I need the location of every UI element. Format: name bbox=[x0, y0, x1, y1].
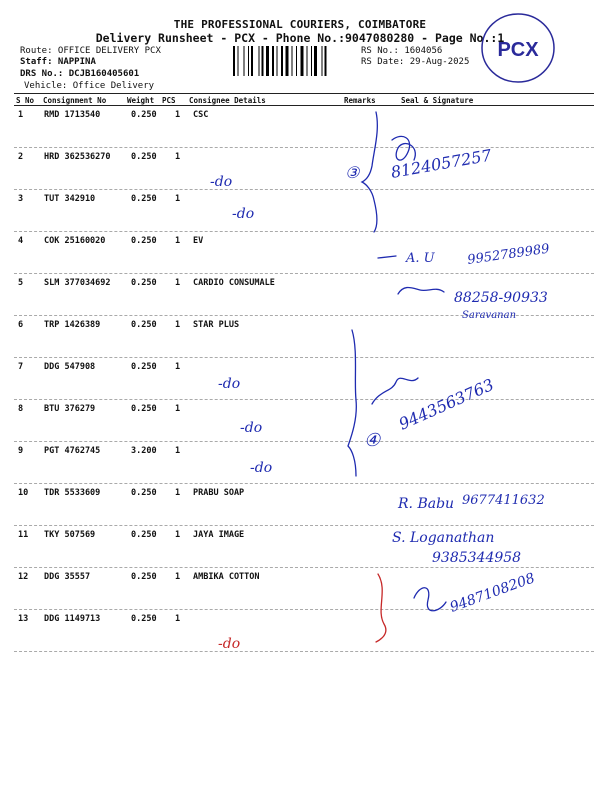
row-consignee: AMBIKA COTTON bbox=[193, 572, 260, 582]
row-consignee: EV bbox=[193, 236, 204, 246]
col-weight: Weight bbox=[127, 96, 155, 105]
phone-group-1: 8124057257 bbox=[389, 145, 493, 182]
row-consignee: CSC bbox=[193, 110, 209, 120]
barcode bbox=[233, 46, 353, 76]
row-pcs: 1 bbox=[175, 446, 181, 456]
ditto-row-8: -do bbox=[240, 420, 263, 436]
row-separator bbox=[14, 567, 594, 568]
row-sno: 3 bbox=[18, 194, 24, 204]
row-consignment-no: TKY 507569 bbox=[44, 530, 96, 540]
ditto-row-3: -do bbox=[232, 206, 255, 222]
row-separator bbox=[14, 399, 594, 400]
signature-group-2 bbox=[372, 378, 418, 404]
row-consignment-no: RMD 1713540 bbox=[44, 110, 101, 120]
col-pcs: PCS bbox=[162, 96, 176, 105]
phone-row-11: 9385344958 bbox=[432, 550, 522, 566]
company-name: THE PROFESSIONAL COURIERS, COIMBATORE bbox=[173, 18, 427, 31]
ditto-row-9: -do bbox=[250, 460, 273, 476]
row-pcs: 1 bbox=[175, 614, 181, 624]
route-text: Route: OFFICE DELIVERY PCX bbox=[20, 46, 161, 56]
row-consignment-no: TDR 5533609 bbox=[44, 488, 101, 498]
row-separator bbox=[14, 483, 594, 484]
row-weight: 0.250 bbox=[131, 236, 157, 246]
row-pcs: 1 bbox=[175, 194, 181, 204]
phone-group-2: 9443563763 bbox=[395, 374, 497, 434]
row-weight: 0.250 bbox=[131, 110, 157, 120]
dash-row-4 bbox=[378, 256, 396, 258]
row-separator bbox=[14, 273, 594, 274]
row-sno: 8 bbox=[18, 404, 24, 414]
row-pcs: 1 bbox=[175, 320, 181, 330]
row-weight: 0.250 bbox=[131, 572, 157, 582]
phone-row-4: 9952789989 bbox=[466, 241, 551, 268]
row-pcs: 1 bbox=[175, 362, 181, 372]
row-weight: 0.250 bbox=[131, 194, 157, 204]
ditto-row-7: -do bbox=[218, 376, 241, 392]
row-consignment-no: DDG 35557 bbox=[44, 572, 91, 582]
signature-row-5 bbox=[398, 288, 444, 295]
runsheet-title: Delivery Runsheet - PCX - Phone No.:9047080280 - Page No.:1 bbox=[95, 31, 505, 45]
row-pcs: 1 bbox=[175, 530, 181, 540]
row-consignment-no: DDG 1149713 bbox=[44, 614, 101, 624]
col-consignment: Consignment No bbox=[43, 96, 107, 105]
row-consignment-no: PGT 4762745 bbox=[44, 446, 101, 456]
row-consignment-no: SLM 377034692 bbox=[44, 278, 111, 288]
row-weight: 0.250 bbox=[131, 278, 157, 288]
row-consignment-no: HRD 362536270 bbox=[44, 152, 111, 162]
col-sno: S No bbox=[16, 96, 35, 105]
row-separator bbox=[14, 525, 594, 526]
row-separator bbox=[14, 651, 594, 652]
row-sno: 5 bbox=[18, 278, 24, 288]
row-pcs: 1 bbox=[175, 110, 181, 120]
row-separator bbox=[14, 147, 594, 148]
col-seal-signature: Seal & Signature bbox=[401, 96, 474, 105]
row-weight: 0.250 bbox=[131, 362, 157, 372]
row-consignment-no: TUT 342910 bbox=[44, 194, 96, 204]
row-weight: 0.250 bbox=[131, 320, 157, 330]
ditto-row-13: -do bbox=[218, 636, 241, 652]
brace-group-3 bbox=[376, 574, 386, 642]
row-pcs: 1 bbox=[175, 572, 181, 582]
row-consignment-no: TRP 1426389 bbox=[44, 320, 101, 330]
row-sno: 4 bbox=[18, 236, 24, 246]
phone-row-5: 88258-90933 bbox=[454, 290, 548, 306]
row-pcs: 1 bbox=[175, 152, 181, 162]
row-separator bbox=[14, 315, 594, 316]
row-pcs: 1 bbox=[175, 404, 181, 414]
row-consignee: CARDIO CONSUMALE bbox=[193, 278, 275, 288]
col-consignee: Consignee Details bbox=[189, 96, 266, 105]
row-weight: 0.250 bbox=[131, 404, 157, 414]
row-sno: 1 bbox=[18, 110, 24, 120]
drs-number: DRS No.: DCJB160405601 bbox=[20, 69, 140, 79]
row-sno: 13 bbox=[18, 614, 29, 624]
stamp-text: PCX bbox=[497, 39, 539, 61]
header-top-rule bbox=[14, 93, 594, 94]
ditto-row-2: -do bbox=[210, 174, 233, 190]
row-pcs: 1 bbox=[175, 488, 181, 498]
header-bottom-rule bbox=[14, 105, 594, 106]
row-consignment-no: DDG 547908 bbox=[44, 362, 96, 372]
row-weight: 0.250 bbox=[131, 614, 157, 624]
pcx-stamp bbox=[478, 10, 558, 86]
row-weight: 0.250 bbox=[131, 488, 157, 498]
name-row-4: A. U bbox=[406, 251, 435, 266]
rs-date: RS Date: 29-Aug-2025 bbox=[361, 57, 470, 67]
row-sno: 10 bbox=[18, 488, 29, 498]
row-weight: 0.250 bbox=[131, 152, 157, 162]
staff-text: Staff: NAPPINA bbox=[20, 57, 96, 67]
row-pcs: 1 bbox=[175, 236, 181, 246]
row-sno: 9 bbox=[18, 446, 24, 456]
row-separator bbox=[14, 231, 594, 232]
row-pcs: 1 bbox=[175, 278, 181, 288]
row-separator bbox=[14, 609, 594, 610]
row-weight: 3.200 bbox=[131, 446, 157, 456]
signature-row-12 bbox=[414, 588, 446, 611]
phone-row-10: 9677411632 bbox=[462, 493, 545, 508]
row-consignment-no: COK 25160020 bbox=[44, 236, 106, 246]
name-row-10: R. Babu bbox=[398, 496, 455, 512]
brace-group-2 bbox=[348, 330, 356, 476]
group-1-mark: ③ bbox=[345, 163, 360, 182]
brace-group-1 bbox=[362, 112, 377, 232]
col-remarks: Remarks bbox=[344, 96, 376, 105]
phone-row-12: 9487108208 bbox=[447, 570, 538, 616]
row-weight: 0.250 bbox=[131, 530, 157, 540]
name-row-11: S. Loganathan bbox=[392, 530, 495, 546]
row-sno: 7 bbox=[18, 362, 24, 372]
rs-number: RS No.: 1604056 bbox=[361, 46, 443, 56]
row-separator bbox=[14, 441, 594, 442]
row-sno: 6 bbox=[18, 320, 24, 330]
row-separator bbox=[14, 189, 594, 190]
row-sno: 11 bbox=[18, 530, 29, 540]
row-consignment-no: BTU 376279 bbox=[44, 404, 96, 414]
row-consignee: JAYA IMAGE bbox=[193, 530, 245, 540]
signature-group-1 bbox=[392, 136, 415, 160]
group-2-mark: ④ bbox=[364, 430, 381, 451]
row-consignee: STAR PLUS bbox=[193, 320, 240, 330]
row-separator bbox=[14, 357, 594, 358]
row-sno: 2 bbox=[18, 152, 24, 162]
row-sno: 12 bbox=[18, 572, 29, 582]
name-row-5: Saravanan bbox=[462, 310, 517, 321]
vehicle-text: Vehicle: Office Delivery bbox=[24, 81, 155, 91]
row-consignee: PRABU SOAP bbox=[193, 488, 245, 498]
